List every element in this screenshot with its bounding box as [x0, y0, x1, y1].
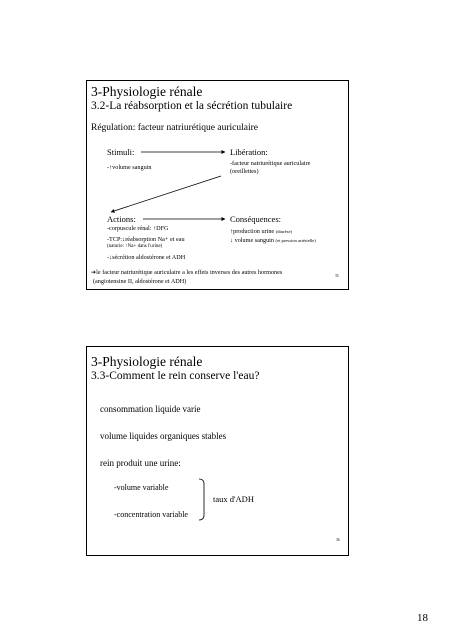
- consequences-item1-note: (diurèse): [275, 229, 293, 234]
- liberation-line2: (oreillettes): [230, 168, 259, 175]
- liberation-line1: -facteur natriurétique auriculaire: [230, 160, 311, 167]
- footnote-line2: (angiotensine II, aldostérone et ADH): [93, 278, 187, 285]
- page-number: 18: [417, 612, 428, 624]
- slide-35: [86, 80, 349, 290]
- stimuli-item: -↑volume sanguin: [107, 164, 152, 171]
- text-line1: consommation liquide varie: [100, 404, 201, 414]
- stimuli-heading: Stimuli:: [107, 147, 135, 157]
- slide-subtitle: 3.3-Comment le rein conserve l'eau?: [91, 370, 260, 382]
- liberation-heading: Libération:: [230, 147, 268, 157]
- slide-number: 36: [336, 538, 340, 542]
- footnote-line1: ➔le facteur natriurétique auriculaire a les effets inverses des autres hormones: [91, 269, 283, 276]
- text-line3: rein produit une urine:: [100, 458, 181, 468]
- regulation-text: Régulation: facteur natriurétique auriculaire: [91, 123, 258, 133]
- list-item-concentration: -concentration variable: [114, 510, 188, 519]
- slide-36: [86, 346, 349, 556]
- consequences-item1-text: ↑production urine: [230, 228, 275, 235]
- slide-subtitle: 3.2-La réabsorption et la sécrétion tubulaire: [91, 100, 293, 112]
- consequences-item2-note: (et pression artérielle): [275, 238, 316, 243]
- slide-number: 35: [335, 274, 339, 278]
- actions-item2: -TCP:↓réabsorption Na+ et eau: [107, 236, 185, 243]
- consequences-item2-text: ↓ volume sanguin: [230, 237, 274, 244]
- text-line2: volume liquides organiques stables: [100, 431, 227, 441]
- slide-title: 3-Physiologie rénale: [91, 354, 203, 369]
- bracket: [87, 347, 350, 557]
- slide-title: 3-Physiologie rénale: [91, 84, 203, 99]
- arrow-liberation-to-actions: [111, 176, 221, 212]
- consequences-heading: Conséquences:: [230, 214, 281, 224]
- actions-item3: -↓sécrétion aldostérone et ADH: [107, 254, 186, 261]
- actions-item1: -corpuscule rénal: ↑DFG: [107, 225, 169, 232]
- actions-item2-note: (naturie: ↑Na+ dans l'urine): [107, 244, 163, 249]
- list-item-volume: -volume variable: [114, 483, 169, 492]
- bracket-label: taux d'ADH: [213, 494, 254, 504]
- actions-heading: Actions:: [107, 214, 136, 224]
- flow-arrows: [87, 81, 350, 291]
